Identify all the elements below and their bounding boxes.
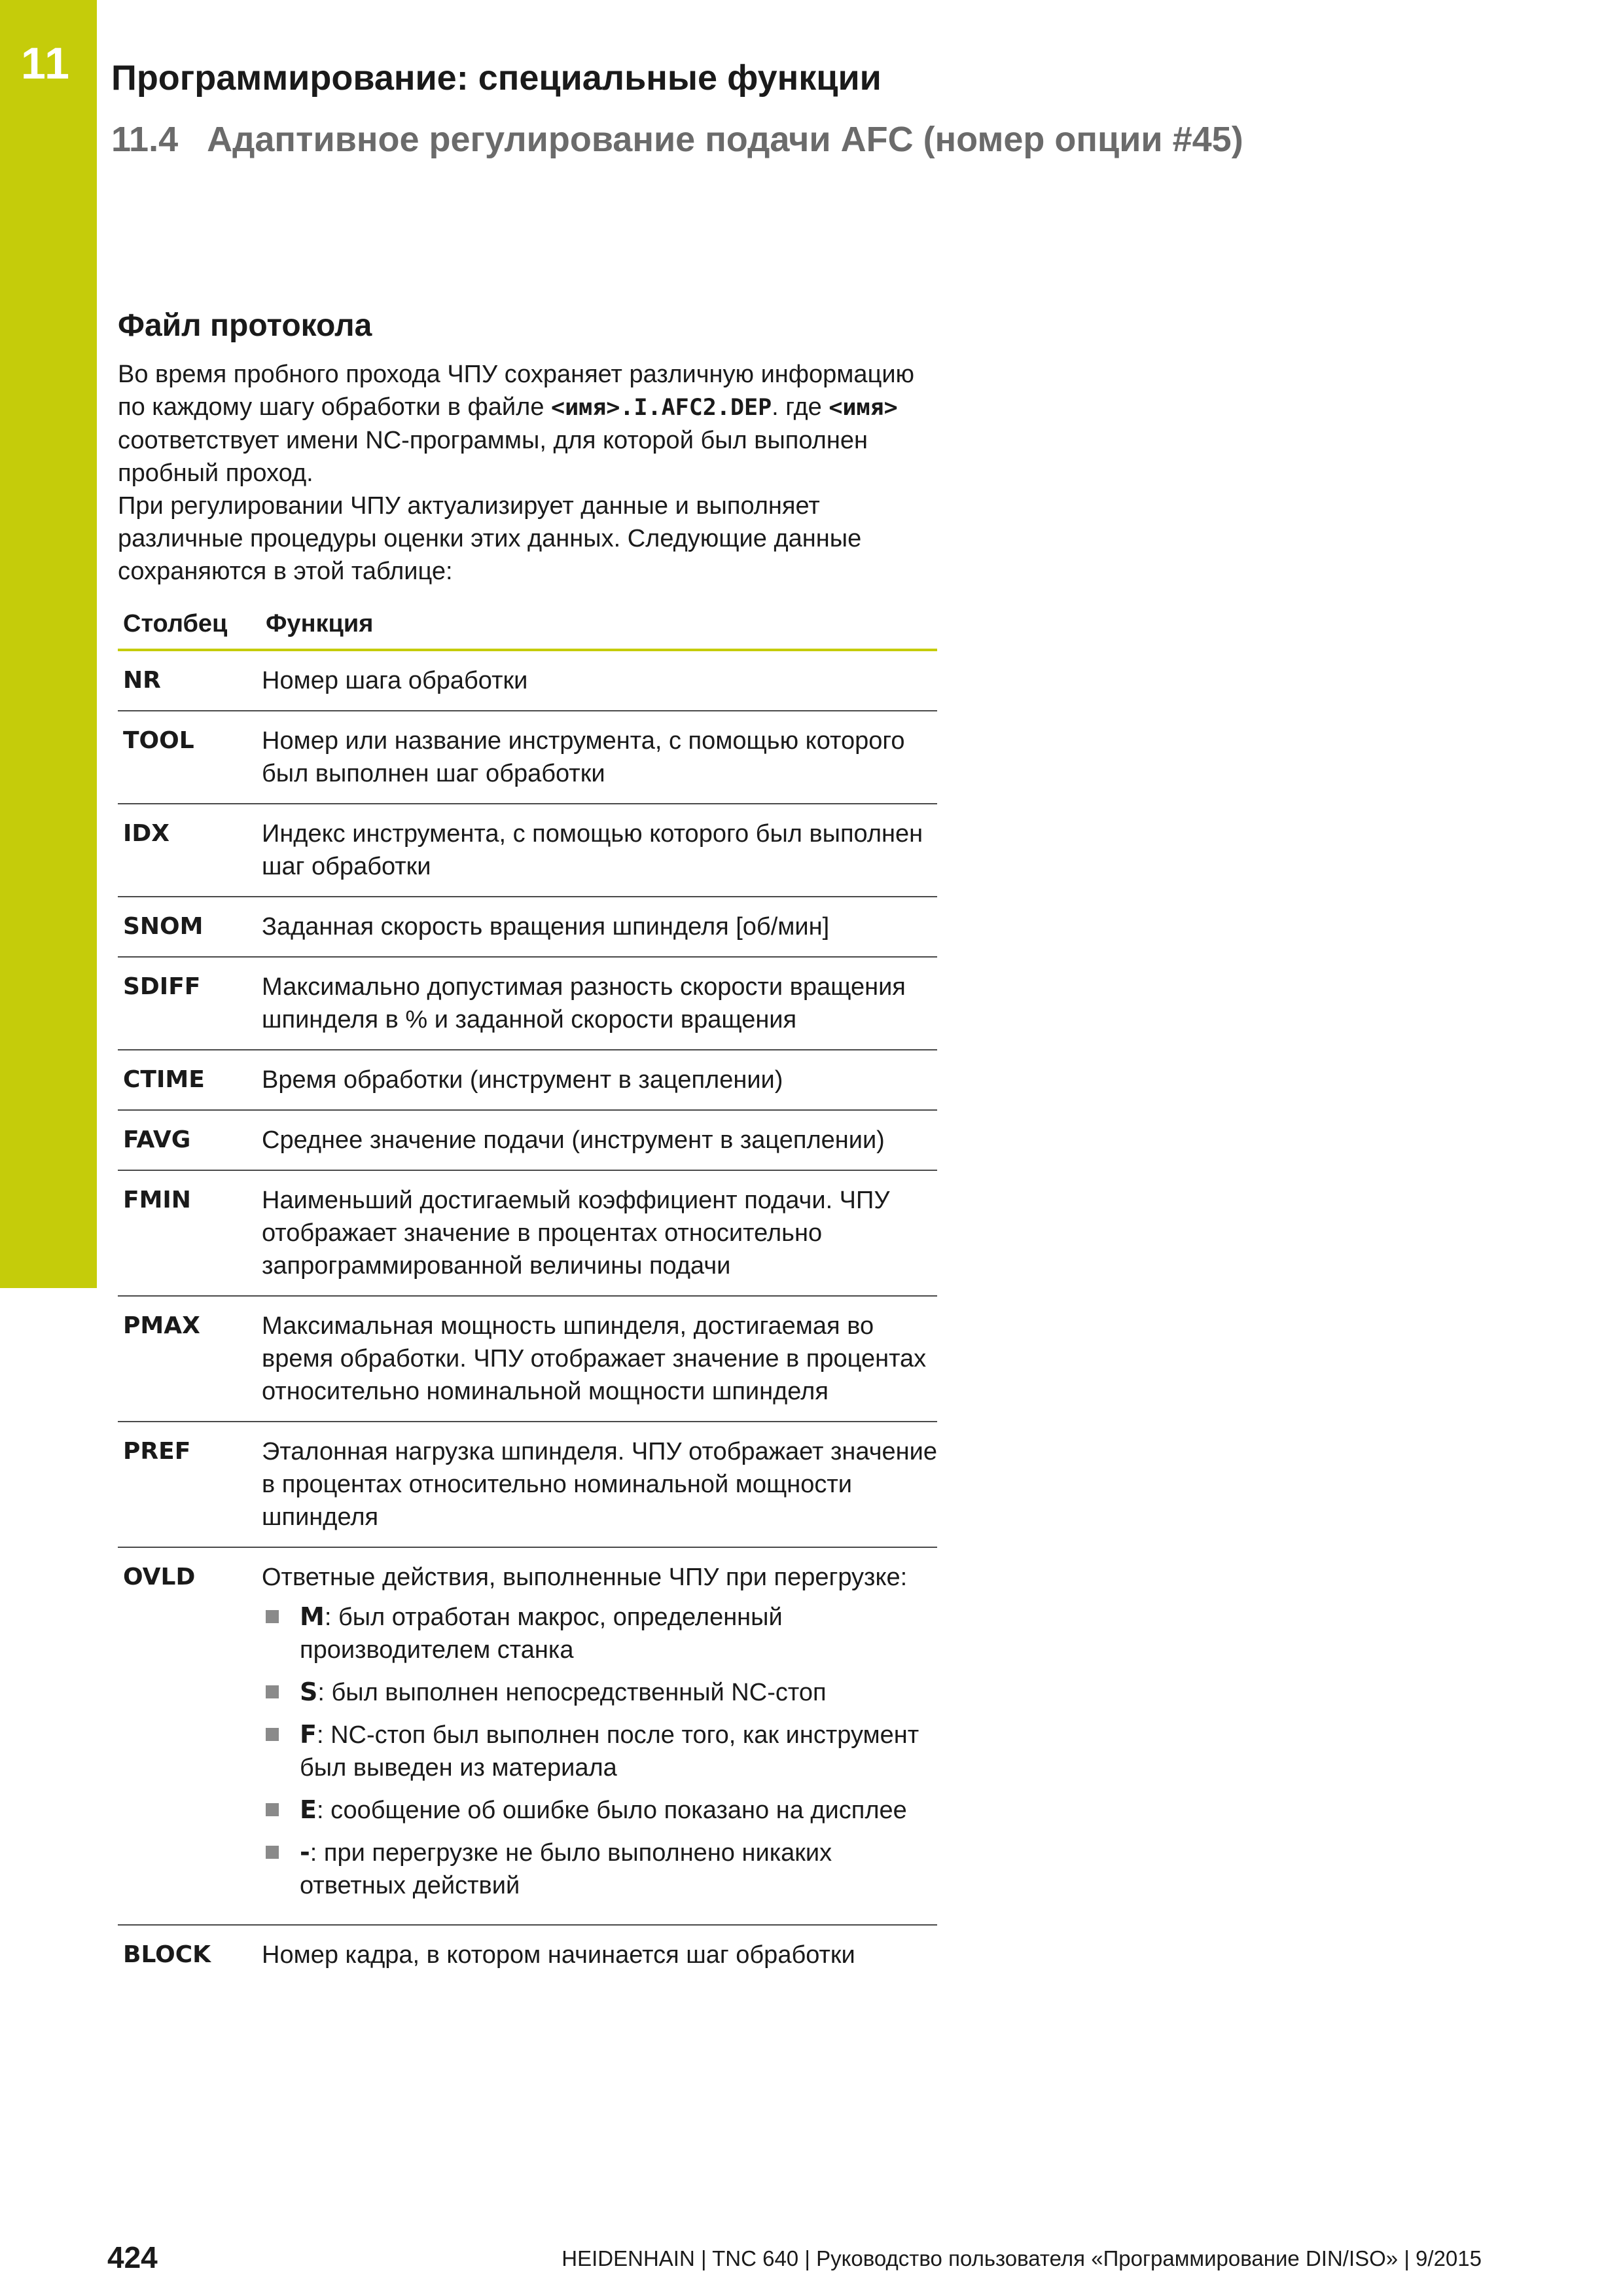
column-code: SNOM	[118, 897, 260, 957]
list-item	[262, 1836, 937, 1902]
column-description: Наименьший достигаемый коэффициент подачи. ЧПУ отображает значение в процентах относительно запрограммированной величины подачи	[260, 1170, 937, 1296]
intro-text-1: Во время пробного прохода ЧПУ сохраняет различную информацию по каждому шагу обработки в файле	[118, 361, 915, 421]
square-bullet-icon	[266, 1610, 279, 1623]
square-bullet-icon	[266, 1728, 279, 1741]
table-row	[118, 1422, 937, 1547]
table-row	[118, 1296, 937, 1422]
column-description: Максимальная мощность шпинделя, достигаемая во время обработки. ЧПУ отображает значение в процентах относительно номинальной мощности шпинделя	[260, 1296, 937, 1422]
column-code: FMIN	[118, 1170, 260, 1296]
list-item	[262, 1600, 937, 1666]
column-description: Номер шага обработки	[260, 650, 937, 711]
square-bullet-icon	[266, 1685, 279, 1698]
list-item	[262, 1793, 937, 1827]
table-row-ovld	[118, 1547, 937, 1925]
column-code: PMAX	[118, 1296, 260, 1422]
reaction-code: -	[300, 1838, 310, 1867]
column-header-column: Столбец	[118, 600, 260, 650]
table-row	[118, 1050, 937, 1110]
intro-paragraph-2: При регулировании ЧПУ актуализирует данные и выполняет различные процедуры оценки этих данных. Следующие данные сохраняются в этой таблице:	[118, 492, 862, 585]
footer-text: HEIDENHAIN | TNC 640 | Руководство пользователя «Программирование DIN/ISO» | 9/2015	[562, 2246, 1482, 2270]
log-columns-table	[118, 600, 937, 1984]
table-row	[118, 957, 937, 1050]
reaction-text: : был выполнен непосредственный NC-стоп	[317, 1679, 827, 1706]
column-code: SDIFF	[118, 957, 260, 1050]
column-description: Номер или название инструмента, с помощью которого был выполнен шаг обработки	[260, 711, 937, 804]
square-bullet-icon	[266, 1803, 279, 1816]
square-bullet-icon	[266, 1846, 279, 1859]
reaction-code: F	[300, 1720, 317, 1749]
table-row	[118, 650, 937, 711]
reaction-code: E	[300, 1795, 317, 1824]
column-description: Эталонная нагрузка шпинделя. ЧПУ отображает значение в процентах относительно номинальной мощности шпинделя	[260, 1422, 937, 1547]
column-description: Заданная скорость вращения шпинделя [об/мин]	[260, 897, 937, 957]
section-title-text: Адаптивное регулирование подачи AFC (номер опции #45)	[207, 120, 1243, 159]
intro-text-2: . где	[772, 393, 829, 421]
column-code: BLOCK	[123, 1941, 211, 1968]
table-row	[118, 1170, 937, 1296]
intro-paragraph	[118, 358, 937, 490]
reaction-code: S	[300, 1677, 318, 1706]
reaction-code: M	[300, 1602, 325, 1631]
column-description: Среднее значение подачи (инструмент в зацеплении)	[260, 1110, 937, 1170]
table-row	[118, 804, 937, 897]
reaction-text: : при перегрузке не было выполнено никаких ответных действий	[300, 1839, 832, 1899]
section-title	[111, 119, 1243, 160]
table-row	[118, 711, 937, 804]
column-code: TOOL	[118, 711, 260, 804]
column-description: Время обработки (инструмент в зацеплении)	[260, 1050, 937, 1110]
column-description: Номер кадра, в котором начинается шаг обработки	[262, 1941, 855, 1969]
reaction-text: : был отработан макрос, определенный производителем станка	[300, 1604, 783, 1664]
name-token: <имя>	[829, 395, 898, 421]
reaction-text: : сообщение об ошибке было показано на дисплее	[316, 1797, 907, 1824]
table-row	[118, 897, 937, 957]
section-number: 11.4	[111, 120, 179, 159]
ovld-reaction-list	[262, 1600, 937, 1902]
chapter-number: 11	[21, 39, 71, 88]
column-header-function: Функция	[260, 600, 937, 650]
column-code: IDX	[118, 804, 260, 897]
column-code: PREF	[118, 1422, 260, 1547]
reaction-text: : NC-стоп был выполнен после того, как инструмент был выведен из материала	[300, 1721, 919, 1782]
file-name: <имя>.I.AFC2.DEP	[551, 395, 772, 421]
list-item	[262, 1718, 937, 1784]
chapter-title: Программирование: специальные функции	[111, 58, 882, 98]
column-code: NR	[118, 650, 260, 711]
column-description	[260, 1547, 937, 1925]
column-description: Максимально допустимая разность скорости вращения шпинделя в % и заданной скорости вращения	[260, 957, 937, 1050]
column-description: Индекс инструмента, с помощью которого был выполнен шаг обработки	[260, 804, 937, 897]
column-code: FAVG	[118, 1110, 260, 1170]
page-number: 424	[107, 2240, 158, 2274]
table-row	[118, 1925, 937, 1984]
column-code: OVLD	[118, 1547, 260, 1925]
main-content	[118, 308, 937, 1984]
column-code: CTIME	[118, 1050, 260, 1110]
list-item	[262, 1676, 937, 1709]
table-header-row	[118, 600, 937, 650]
table-row	[118, 1110, 937, 1170]
ovld-description: Ответные действия, выполненные ЧПУ при перегрузке:	[262, 1564, 908, 1591]
subsection-title: Файл протокола	[118, 308, 372, 343]
chapter-side-bar	[0, 0, 97, 1288]
intro-text-3: соответствует имени NC-программы, для которой был выполнен пробный проход.	[118, 427, 868, 487]
